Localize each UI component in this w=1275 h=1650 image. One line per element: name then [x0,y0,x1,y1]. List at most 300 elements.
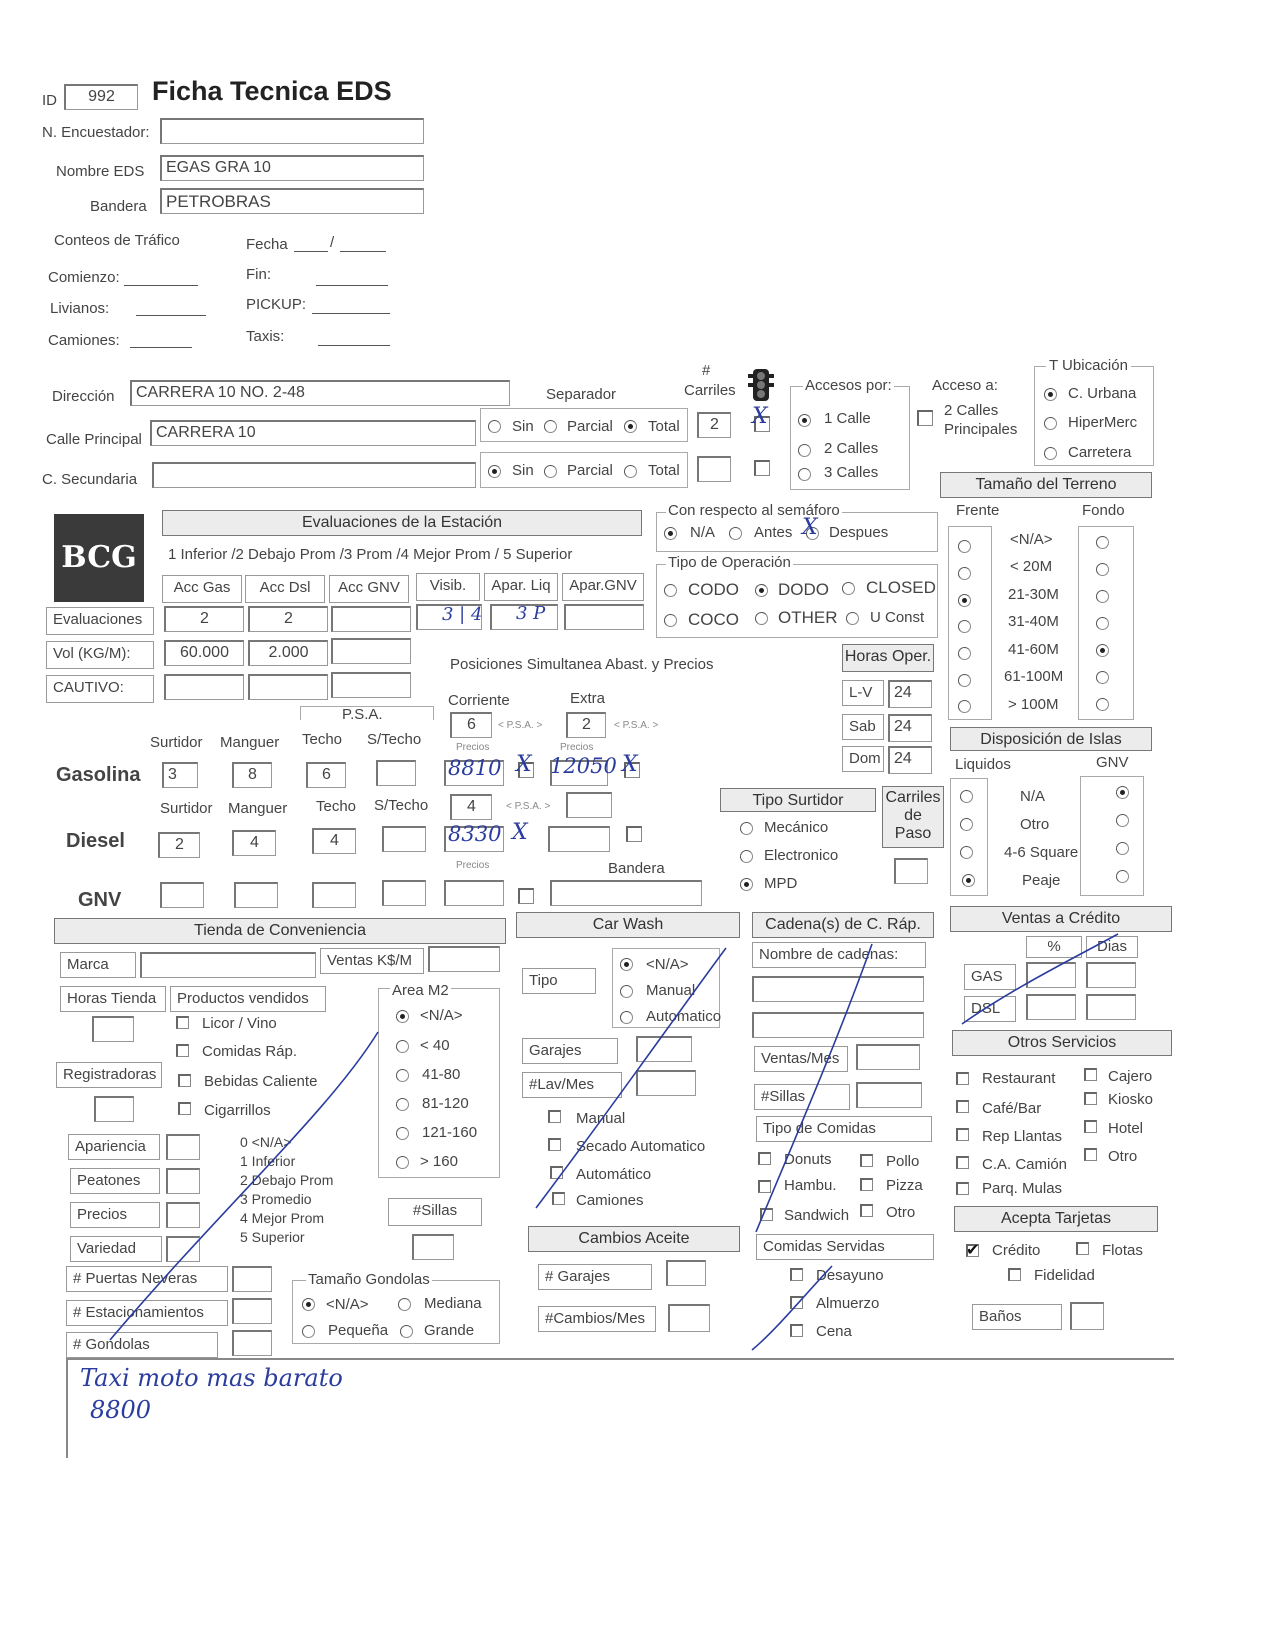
gas-surtidor-header: Surtidor [150,734,203,751]
notes-line-1: Taxi moto mas barato [80,1364,343,1392]
gas-precio-extra-value: 12050 [550,754,617,778]
carwash-garajes-label: Garajes [522,1038,618,1064]
islas-liq-square-radio[interactable] [960,846,973,859]
gnv-bandera-label: Bandera [608,860,665,877]
serv-cafe-label: Café/Bar [982,1100,1042,1117]
serv-mulas-checkbox[interactable] [956,1182,969,1195]
carwash-na-radio[interactable] [620,958,633,971]
dsl-stecho-header: S/Techo [374,797,429,814]
credito-gas-dias[interactable] [1086,962,1136,988]
gnv-checkbox[interactable] [518,888,534,904]
op-coco-radio[interactable] [664,614,677,627]
carriles-secundaria-field[interactable] [697,456,731,482]
apariencia-field[interactable] [166,1134,200,1160]
tienda-scale-list: 0 <N/A> 1 Inferior 2 Debajo Prom 3 Promedio 4 Mejor Prom 5 Superior [240,1134,334,1245]
prod-cigarrillos-label: Cigarrillos [204,1102,271,1119]
evaluaciones-header: Evaluaciones de la Estación [162,510,642,536]
gas-corriente-mark: X [516,752,532,777]
gondolas-field[interactable] [232,1330,272,1356]
carriles-label: Carriles [684,382,736,399]
fecha-day-line[interactable] [294,250,328,252]
frente-21-30-radio[interactable] [958,594,971,607]
sep-secundaria-total-radio[interactable] [624,465,637,478]
semaforo-antes-radio[interactable] [729,527,742,540]
servida-cena-label: Cena [816,1323,852,1340]
banos-label: Baños [972,1304,1062,1330]
surtidor-mecanico-radio[interactable] [740,822,753,835]
credito-gas-label: GAS [964,964,1016,990]
gnv-stecho-field[interactable] [382,880,426,906]
cadena-sillas-field[interactable] [856,1082,922,1108]
prod-bebidas-checkbox[interactable] [178,1074,191,1087]
dsl-precio-value: 8330 [448,822,502,846]
tienda-ventas-field[interactable] [428,946,500,972]
islas-liq-otro-radio[interactable] [960,818,973,831]
islas-gnv-label: GNV [1096,754,1129,771]
comida-otro-label: Otro [886,1204,916,1221]
comida-donuts-checkbox[interactable] [758,1152,771,1165]
vol-gas[interactable]: 60.000 [164,640,244,666]
islas-opt-peaje: Peaje [1022,872,1061,889]
dsl-surtidor-header: Surtidor [160,800,213,817]
terreno-header: Tamaño del Terreno [940,472,1152,498]
frente-20-radio[interactable] [958,567,971,580]
horas-dom-field[interactable]: 24 [888,746,932,774]
serv-cafe-checkbox[interactable] [956,1100,969,1113]
nombre-eds-field[interactable]: EGAS GRA 10 [160,155,424,181]
gond-pequena-label: Pequeña [328,1322,389,1339]
aceite-garajes-label: # Garajes [538,1264,652,1290]
credito-dias-label: Dias [1086,936,1138,958]
servida-desayuno-checkbox[interactable] [790,1268,803,1281]
registradoras-field[interactable] [94,1096,134,1122]
tarjeta-flotas-label: Flotas [1102,1242,1143,1259]
eval-visib-handwritten: 3 | 4 [442,604,483,625]
serv-cajero-label: Cajero [1108,1068,1153,1085]
terreno-opt-31-40: 31-40M [1008,613,1059,630]
semaforo-antes-label: Antes [754,524,793,541]
serv-otro-label: Otro [1108,1148,1138,1165]
cw-automatico-label: Automático [576,1166,652,1183]
credito-gas-pct[interactable] [1026,962,1076,988]
serv-camion-label: C.A. Camión [982,1156,1068,1173]
registradoras-label: Registradoras [56,1062,162,1088]
servida-cena-checkbox[interactable] [790,1324,803,1337]
op-codo-radio[interactable] [664,584,677,597]
surtidor-electronico-label: Electronico [764,847,839,864]
frente-41-60-radio[interactable] [958,647,971,660]
accesos-3-label: 3 Calles [824,464,879,481]
semaforo-secundaria-checkbox[interactable] [754,460,770,476]
serv-kiosko-label: Kiosko [1108,1091,1154,1108]
precios-field[interactable] [166,1202,200,1228]
corriente-psa-field[interactable]: 6 [450,712,492,738]
pickup-label: PICKUP: [246,296,307,313]
posiciones-title: Posiciones Simultanea Abast. y Precios [450,656,714,673]
islas-gnv-na-radio[interactable] [1116,786,1129,799]
gas-precio-corriente-value: 8810 [448,756,502,780]
eval-acc-dsl[interactable]: 2 [248,606,328,632]
prod-licor-checkbox[interactable] [176,1016,189,1029]
fondo-21-30-radio[interactable] [1096,590,1109,603]
prod-cigarrillos-checkbox[interactable] [178,1102,191,1115]
gas-surtidor-field[interactable]: 3 [162,762,198,788]
islas-gnv-group [1080,776,1144,896]
acceso-a-label: Acceso a: [932,377,998,394]
col-apar-gnv: Apar.GNV [562,573,644,601]
fondo-20-radio[interactable] [1096,563,1109,576]
cw-manual-checkbox[interactable] [548,1110,561,1123]
sep-principal-sin-label: Sin [512,418,534,435]
frente-100-radio[interactable] [958,700,971,713]
islas-opt-na: N/A [1020,788,1046,805]
cw-camiones-label: Camiones [576,1192,644,1209]
gnv-bandera-field[interactable] [550,880,702,906]
tienda-marca-label: Marca [60,952,136,978]
surtidor-electronico-radio[interactable] [740,850,753,863]
row-evaluaciones-label: Evaluaciones [46,607,154,635]
corriente-psa-arrow: < P.S.A. > [498,720,543,731]
carwash-tipo-label: Tipo [522,968,596,994]
dos-calles-label-1: 2 Calles [944,402,999,419]
bandera-field[interactable]: PETROBRAS [160,188,424,214]
carwash-garajes-field[interactable] [636,1036,692,1062]
tienda-marca-field[interactable] [140,952,316,978]
fin-label: Fin: [246,266,272,283]
sep-principal-parcial-radio[interactable] [544,420,557,433]
islas-gnv-peaje-radio[interactable] [1116,870,1129,883]
horas-lv-field[interactable]: 24 [888,680,932,708]
fondo-na-radio[interactable] [1096,536,1109,549]
sep-secundaria-parcial-radio[interactable] [544,465,557,478]
semaforo-title: Con respecto al semáforo [668,502,840,519]
eval-apar-liq-handwritten: 3 P [516,603,546,624]
tienda-horas-field[interactable] [92,1016,134,1042]
eval-apar-gnv[interactable] [564,604,644,630]
islas-opt-otro: Otro [1020,816,1050,833]
ubicacion-urbana-label: C. Urbana [1068,385,1137,402]
servida-almuerzo-checkbox[interactable] [790,1296,803,1309]
psa-label: P.S.A. [342,706,383,723]
bandera-label: Bandera [90,198,147,215]
operacion-title: Tipo de Operación [668,554,791,571]
serv-cajero-checkbox[interactable] [1084,1068,1097,1081]
dsl-extra-psa-field[interactable] [566,792,612,818]
id-field[interactable]: 992 [64,84,138,110]
area-121-160-radio[interactable] [396,1127,409,1140]
cautivo-gas[interactable] [164,674,244,700]
area-121-160-label: 121-160 [422,1124,478,1141]
islas-liq-peaje-radio[interactable] [962,874,975,887]
terreno-opt-41-60: 41-60M [1008,641,1059,658]
tienda-ventas-label: Ventas K$/M [320,948,424,974]
camiones-line[interactable] [130,346,192,348]
variedad-field[interactable] [166,1236,200,1262]
servida-desayuno-label: Desayuno [816,1267,884,1284]
extra-psa-field[interactable]: 2 [566,712,606,738]
fecha-month-line[interactable] [340,250,386,252]
gond-na-label: <N/A> [326,1296,369,1313]
sep-principal-sin-radio[interactable] [488,420,501,433]
islas-header: Disposición de Islas [950,727,1152,751]
gnv-label: GNV [78,889,122,911]
sep-secundaria-sin-radio[interactable] [488,465,501,478]
islas-liq-na-radio[interactable] [960,790,973,803]
sep-secundaria-parcial-label: Parcial [567,462,613,479]
credito-header: Ventas a Crédito [950,906,1172,932]
calle-secundaria-field[interactable] [152,462,476,488]
serv-llantas-checkbox[interactable] [956,1128,969,1141]
serv-otro-checkbox[interactable] [1084,1148,1097,1161]
frente-31-40-radio[interactable] [958,620,971,633]
eval-acc-gas[interactable]: 2 [164,606,244,632]
tienda-productos-label: Productos vendidos [170,986,326,1012]
serv-kiosko-checkbox[interactable] [1084,1092,1097,1105]
gnv-surtidor-field[interactable] [160,882,204,908]
gas-techo-field[interactable]: 6 [306,762,346,788]
gond-mediana-label: Mediana [424,1295,482,1312]
frente-61-100-radio[interactable] [958,674,971,687]
direccion-field[interactable]: CARRERA 10 NO. 2-48 [130,380,510,406]
encuestador-field[interactable] [160,118,424,144]
separador-label: Separador [546,386,617,403]
calle-principal-label: Calle Principal [46,431,142,448]
fondo-61-100-radio[interactable] [1096,671,1109,684]
page-title: Ficha Tecnica EDS [152,76,392,106]
accesos-title: Accesos por: [805,377,892,394]
op-uconst-radio[interactable] [846,612,859,625]
fecha-label: Fecha [246,236,288,253]
islas-opt-square: 4-6 Square [1004,844,1079,861]
cw-secado-checkbox[interactable] [548,1138,561,1151]
terreno-opt-61-100: 61-100M [1004,668,1064,685]
carwash-manual-radio[interactable] [620,985,633,998]
semaforo-na-radio[interactable] [664,527,677,540]
gas-extra-mark: X [622,752,638,777]
cautivo-dsl[interactable] [248,674,328,700]
cadena-nombre-field-2[interactable] [752,1012,924,1038]
fondo-41-60-radio[interactable] [1096,644,1109,657]
dsl-manguer-header: Manguer [228,800,288,817]
carriles-paso-field[interactable] [894,858,928,884]
op-dodo-radio[interactable] [755,584,768,597]
peatones-field[interactable] [166,1168,200,1194]
op-closed-radio[interactable] [842,582,855,595]
dsl-manguer-field[interactable]: 4 [232,830,276,856]
gond-mediana-radio[interactable] [398,1298,411,1311]
aceite-garajes-field[interactable] [666,1260,706,1286]
dos-calles-label-2: Principales [944,421,1018,438]
comida-hambu-checkbox[interactable] [758,1180,771,1193]
op-other-radio[interactable] [755,612,768,625]
row-vol-label: Vol (KG/M): [46,641,154,669]
tienda-header: Tienda de Conveniencia [54,918,506,944]
terreno-opt-21-30: 21-30M [1008,586,1059,603]
corriente-label: Corriente [448,692,510,709]
gnv-techo-field[interactable] [312,882,356,908]
fecha-sep: / [330,234,335,251]
cadena-nombre-field-1[interactable] [752,976,924,1002]
area-na-label: <N/A> [420,1007,463,1024]
islas-gnv-square-radio[interactable] [1116,842,1129,855]
tienda-sillas-field[interactable] [412,1234,454,1260]
banos-field[interactable] [1070,1302,1104,1330]
accesos-1-radio[interactable] [798,414,811,427]
area-41-80-radio[interactable] [396,1069,409,1082]
serv-mulas-label: Parq. Mulas [982,1180,1063,1197]
op-uconst-label: U Const [870,609,925,626]
aceite-cambios-field[interactable] [668,1304,710,1332]
tipo-comidas-label: Tipo de Comidas [756,1116,932,1142]
area-na-radio[interactable] [396,1010,409,1023]
dsl-extra-precio-field[interactable] [548,826,610,852]
comienzo-line[interactable] [124,284,198,286]
aceite-cambios-label: #Cambios/Mes [538,1306,656,1332]
tarjeta-credito-check-icon: ✔ [966,1242,980,1259]
variedad-label: Variedad [70,1236,162,1262]
ubicacion-carretera-radio[interactable] [1044,447,1057,460]
area-40-radio[interactable] [396,1040,409,1053]
carwash-auto-radio[interactable] [620,1011,633,1024]
comida-hambu-label: Hambu. [784,1177,837,1194]
accesos-3-radio[interactable] [798,468,811,481]
comida-pollo-checkbox[interactable] [860,1154,873,1167]
col-visib: Visib. [416,573,480,601]
accesos-1-label: 1 Calle [824,410,871,427]
cadena-ventas-field[interactable] [856,1044,920,1070]
gasolina-label: Gasolina [56,764,141,786]
taxis-line[interactable] [318,344,390,346]
credito-dsl-label: DSL [964,996,1016,1022]
prod-comidas-label: Comidas Ráp. [202,1043,298,1060]
comida-sandwich-checkbox[interactable] [760,1208,773,1221]
col-acc-gas: Acc Gas [162,575,242,603]
carwash-na-label: <N/A> [646,956,689,973]
vol-dsl[interactable]: 2.000 [248,640,328,666]
dos-calles-checkbox[interactable] [917,410,933,426]
op-dodo-label: DODO [778,580,829,599]
serv-camion-checkbox[interactable] [956,1156,969,1169]
serv-restaurant-checkbox[interactable] [956,1072,969,1085]
comida-pollo-label: Pollo [886,1153,920,1170]
dsl-extra-checkbox[interactable] [626,826,642,842]
terreno-opt-100: > 100M [1008,696,1059,713]
gnv-manguer-field[interactable] [234,882,278,908]
fondo-100-radio[interactable] [1096,698,1109,711]
extra-label: Extra [570,690,606,707]
accesos-2-radio[interactable] [798,444,811,457]
carriles-principal-field[interactable]: 2 [697,412,731,438]
estacionamientos-label: # Estacionamientos [66,1300,228,1326]
surtidor-mpd-label: MPD [764,875,798,892]
horas-sab-field[interactable]: 24 [888,714,932,742]
corriente-precios-label: Precios [456,742,490,753]
row-cautivo-label: CAUTIVO: [46,675,154,703]
dsl-psa-field[interactable]: 4 [450,794,492,820]
tarjeta-fidelidad-label: Fidelidad [1034,1267,1095,1284]
fin-line[interactable] [316,284,388,286]
credito-dsl-pct[interactable] [1026,994,1076,1020]
tarjeta-fidelidad-checkbox[interactable] [1008,1268,1021,1281]
carwash-manual-label: Manual [646,982,696,999]
area-81-120-radio[interactable] [396,1098,409,1111]
calle-principal-field[interactable]: CARRERA 10 [150,420,476,446]
gas-techo-header: Techo [302,731,343,748]
cadena-header: Cadena(s) de C. Ráp. [752,912,934,938]
eval-acc-gnv[interactable] [331,606,411,632]
peatones-label: Peatones [70,1168,160,1194]
comida-donuts-label: Donuts [784,1151,832,1168]
dsl-stecho-field[interactable] [382,826,426,852]
gond-na-radio[interactable] [302,1298,315,1311]
sep-principal-total-radio[interactable] [624,420,637,433]
extra-psa-arrow: < P.S.A. > [614,720,659,731]
frente-na-radio[interactable] [958,540,971,553]
cw-automatico-checkbox[interactable] [550,1166,563,1179]
estacionamientos-field[interactable] [232,1298,272,1324]
carwash-lavmes-field[interactable] [636,1070,696,1096]
surtidor-mpd-radio[interactable] [740,878,753,891]
op-codo-label: CODO [688,580,739,599]
area-40-label: < 40 [420,1037,450,1054]
ubicacion-urbana-radio[interactable] [1044,388,1057,401]
terreno-frente-label: Frente [956,502,1000,519]
op-other-label: OTHER [778,608,838,627]
comida-otro-checkbox[interactable] [860,1204,873,1217]
dsl-techo-field[interactable]: 4 [312,828,356,854]
credito-dsl-dias[interactable] [1086,994,1136,1020]
col-acc-gnv: Acc GNV [329,575,409,603]
serv-llantas-label: Rep Llantas [982,1128,1063,1145]
comida-sandwich-label: Sandwich [784,1207,850,1224]
semaforo-na-label: N/A [690,524,716,541]
serv-hotel-checkbox[interactable] [1084,1120,1097,1133]
gond-grande-radio[interactable] [400,1325,413,1338]
puertas-neveras-field[interactable] [232,1266,272,1292]
ubicacion-title: T Ubicación [1046,357,1131,374]
gas-manguer-field[interactable]: 8 [232,762,272,788]
gas-manguer-header: Manguer [220,734,280,751]
carriles-hash: # [702,362,711,379]
op-closed-label: CLOSED [866,578,936,597]
prod-comidas-checkbox[interactable] [176,1044,189,1057]
gas-stecho-field[interactable] [376,760,416,786]
fondo-31-40-radio[interactable] [1096,617,1109,630]
cw-camiones-checkbox[interactable] [552,1192,565,1205]
comida-pizza-checkbox[interactable] [860,1178,873,1191]
tarjeta-flotas-checkbox[interactable] [1076,1242,1089,1255]
dsl-precios-label: Precios [456,860,490,871]
area-160-radio[interactable] [396,1156,409,1169]
comida-pizza-label: Pizza [886,1177,923,1194]
cw-secado-label: Secado Automatico [576,1138,706,1155]
accesos-2-label: 2 Calles [824,440,879,457]
gnv-precio-field[interactable] [444,880,504,906]
traffic-title: Conteos de Tráfico [54,232,180,249]
livianos-line[interactable] [136,314,206,316]
pickup-line[interactable] [312,312,390,314]
gond-pequena-radio[interactable] [302,1325,315,1338]
islas-gnv-otro-radio[interactable] [1116,814,1129,827]
col-acc-dsl: Acc Dsl [245,575,325,603]
cautivo-gnv[interactable] [331,672,411,698]
vol-gnv[interactable] [331,638,411,664]
ubicacion-hipermerc-radio[interactable] [1044,417,1057,430]
op-coco-label: COCO [688,610,739,629]
dsl-surtidor-field[interactable]: 2 [158,832,200,858]
terreno-fondo-label: Fondo [1082,502,1125,519]
apariencia-label: Apariencia [68,1134,160,1160]
